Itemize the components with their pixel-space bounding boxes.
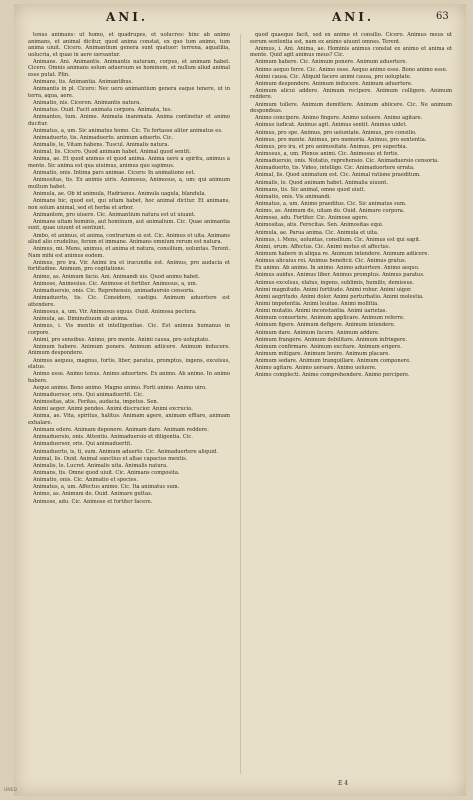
dictionary-entry: Animi aeger. Animi pendeo. Animi discrucior. Animi excrucio. [33, 406, 193, 413]
dictionary-entry: Animo, as. Animum facio. Ani. Animandi uis. Quod animo habet. [33, 273, 200, 280]
dictionary-entry: Animum habere. Cic. Animum ponere. Animum aduertere. [255, 59, 408, 66]
library-watermark: UNED [4, 788, 17, 793]
dictionary-entry: Animatio, onis. Intima pars animae. Cicero: In animatione est. [33, 170, 196, 177]
dictionary-entry: Animum dare. Animum facere. Animum addere. [255, 329, 380, 336]
dictionary-entry: Animum confirmare. Animum excitare. Animum erigere. [255, 343, 402, 350]
dictionary-entry: quod quaeque facit, sed ex animo et consilio. Cicero. Animus meus ut eorum sententia est, nam ex animo uiuunt omnes. Terent. [250, 32, 452, 45]
dictionary-entry: Animus, pro spe. Animus, pro uoluntate. Animus, pro consilio. [255, 129, 417, 136]
dictionary-entry: Animi mutatio. Animi inconstantia. Animi uarietas. [255, 308, 388, 315]
dictionary-entry: Animus auidus. Animus liber. Animus promptus. Animus paratus. [255, 272, 425, 279]
dictionary-entry: Animum sedare. Animum tranquillare. Animum componere. [255, 358, 411, 365]
dictionary-entry: Animus, pro ira. Vir. Animi ira et iracundia est. Animus, pro audacia et fortitudine. Animum, pro cogitatione. [28, 259, 230, 273]
dictionary-entry: Animo concipere. Animo fingere. Animo uoluere. Animo agitare. [255, 115, 423, 122]
dictionary-entry: Animum figere. Animum defigere. Animum intendere. [255, 322, 396, 329]
book-page [14, 4, 466, 796]
dictionary-entry: Animi, orum. Affectus. Cic. Animi motus et affectus. [255, 243, 391, 250]
dictionary-entry: Animans. Ani. Animantis. Animantis naturam, corpus, et animam habet. Cicero. Omnis animans solum aduersum se hominem, et nullum aliud animal esse putat. Plin. [28, 58, 230, 78]
dictionary-entry: Animo, as. Animum do, uitam do. Ouid. Animare corpora. [255, 208, 405, 215]
left-column [28, 32, 230, 777]
dictionary-entry: Animosus, a, um. Plenus animi. Cic. Animosus et fortis. [255, 151, 399, 158]
signature-mark: E 4 [338, 780, 349, 787]
dictionary-entry: Animalis, le. Lucret. Animalis uita. Animalis natura. [33, 462, 168, 469]
dictionary-entry: Animans uitam hominis, aut hominum, aut animalium. Cic. Quae animantia sunt, quae uiuunt et sentiunt. [28, 218, 230, 232]
dictionary-entry: Animo agitare. Animo uersare. Animo uoluere. [255, 365, 377, 372]
dictionary-entry: Animi, pro sensibus. Animo, pro mente. Animi causa, pro uoluptate. [33, 336, 210, 343]
dictionary-entry: Animum conuertere. Animum applicare. Animum referre. [255, 315, 405, 322]
running-header [14, 10, 466, 30]
dictionary-entry: Animatio, onis. Vis animandi. [255, 193, 332, 200]
dictionary-entry: Animantis in pl. Cicero: Nec uero animantium genera eaque tenere, ut in terra, aqua, aere. [28, 86, 230, 99]
dictionary-entry: Animatio, nis. Ciceron. Animantis natura. [33, 99, 141, 106]
dictionary-entry: Animaduersio, onis. Cic. Reprehensio, animaduersio censoria. [33, 287, 195, 294]
dictionary-entry: Animose, Animosius. Cic. Animose et fortiter. Animosus, a, um. [33, 280, 198, 287]
dictionary-entry: Animum mitigare. Animum lenire. Animum placare. [255, 350, 390, 357]
dictionary-entry: Animum tollere. Animum demittere. Animum abiicere. Cic. Ne animum despondeas. [250, 101, 452, 115]
dictionary-entry: Animum habere in aliqua re. Animum intendere. Animum adiicere. [255, 250, 430, 257]
dictionary-entry: Animus, pro ira, et pro animositate. Animus, pro superbia. [255, 143, 408, 150]
dictionary-entry: Animantem, pro uiuere. Cic. Animantium natura est ut uiuant. [33, 211, 196, 218]
dictionary-entry: Animam edere. Animam deponere. Animam dare. Animam reddere. [33, 427, 209, 434]
dictionary-entry: Animus, mi. Mens, animus, et anima et natura, consilium, uoluntas. Terent. Nam mihi est animus eodem. [28, 246, 230, 259]
dictionary-entry: Animula, ae. Diminutiuum ab anima. [33, 315, 129, 322]
dictionary-entry: Animal, lis. Cicero. Quod animam habet. Animal quod sentit. [33, 149, 191, 156]
dictionary-entry: Animo complecti. Animo comprehendere. Animo percipere. [255, 372, 410, 379]
dictionary-entry: Animalis, le. Quod animam habet. Animalia uiuunt. [255, 179, 388, 186]
dictionary-entry: Animaduersio, onis. Notatio, reprehensio. Cic. Animaduersio censoria. [255, 158, 439, 165]
dictionary-entry: Animaduersio, onis. Attentio. Animaduersio et diligentia. Cic. [33, 434, 193, 441]
dictionary-entry: Animaduersor, oris. Qui animaduertit. Cic. [33, 392, 144, 399]
dictionary-entry: Animaduerto, is, ti, sum. Animum aduerto. Cic. Animaduertere aliquid. [33, 448, 218, 455]
dictionary-entry: Animus, i. Mens, uoluntas, consilium. Cic. Animus est qui sapit. [255, 236, 421, 243]
dictionary-entry: Animans, tis. Omne quod uiuit. Cic. Animans composita. [33, 469, 180, 476]
dictionary-entry: Animatus. Ouid. Facit animata corpora. Animata, tus. [33, 106, 173, 113]
right-column [250, 32, 452, 777]
dictionary-entry: Animalis, le, Vitam habens. Tuscul. Animalis natura. [33, 142, 170, 149]
dictionary-entry: Animositas, atis. Feritas, audacia, impetus. Sen. [33, 399, 159, 406]
dictionary-entry: Animosus, a, um. Vir. Animosus equus. Ouid. Animosa pectora. [33, 308, 197, 315]
dictionary-entry: Animula, ae. Parua anima. Cic. Animula et uita. [255, 229, 379, 236]
dictionary-entry: Animo aequo ferre. Cic. Animo esse. Aequo animo esse. Bono animo esse. [255, 66, 448, 73]
dictionary-entry: Animans, tis. Sic animal, omne quod uiuit. [255, 186, 366, 193]
dictionary-entry: Animaduersor, oris. Qui animaduertit. [33, 441, 132, 448]
dictionary-entry: Animose, adu. Fortiter. Cic. Animose agere. [255, 215, 369, 222]
dictionary-entry: tenus animans: ut homo, et quadrupes, et uolucres: hinc ab animo animans, et animal dicitur, quod anima constat, ex quo tum animo, tum anima uiuit. Cicero. Animantium genera sunt quatuor: terrena, aquatilia, uolucria, et quae in aere uersantur. [28, 32, 230, 58]
page-number: 63 [436, 11, 449, 22]
dictionary-entry: Animans, tis. Animantia. Animantibus. [33, 79, 133, 86]
dictionary-entry: Animi magnitudo. Animi fortitudo. Animi robur. Animi uigor. [255, 286, 412, 293]
dictionary-entry: Animus iudicat. Animus agit. Animus sentit. Animus uidet. [255, 122, 408, 129]
dictionary-entry: Animo, as. Animum do. Ouid. Animare guttas. [33, 491, 153, 498]
dictionary-entry: Animantes, tum. Anime. Animata inanimata. Anima continetur et animo ducitur. [28, 114, 230, 127]
dictionary-entry: Aeque animo. Bono animo. Magno animo. Forti animo. Animo uiro. [33, 384, 207, 391]
column-divider [240, 34, 241, 774]
dictionary-entry: Animaduerto, tis. Animaduerto. animum aduerto. Cic. [33, 134, 174, 141]
dictionary-entry: Animositas, atis. Ferocitas. Sen. Animositas equi. [255, 222, 384, 229]
dictionary-entry: Animaduerto, tis. Cic. Considero, castigo. Animum aduertere est attendere. [28, 295, 230, 308]
dictionary-entry: Animaduerto, tis. Video, intelligo. Cic. Animaduertere errata. [255, 165, 415, 172]
dictionary-entry: Anima, ae. Vita, spiritus, halitus. Animam agere, animam efflare, animam exhalare. [28, 413, 230, 426]
dictionary-entry: Animum habere. Animum ponere. Animum adiicere. Animum inducere. Animum despondere. [28, 343, 230, 357]
dictionary-entry: Animus excelsus, elatus, ingens, sublimis, humilis, demissus. [255, 279, 415, 286]
header-title-right: ANI. [332, 10, 375, 24]
dictionary-entry: Animus, i. Ani. Anima, ae. Hominis animus constat ex animo et anima et mente. Quid agit animus meus? Cic. [250, 45, 452, 59]
dictionary-entry: Animans hic, quod est, qui uitam habet, hoc animal dicitur. Et animans, non solum animal, sed et herba et arbor. [28, 198, 230, 211]
dictionary-entry: Animal, lis. Ouid. Animal sanctius et altae capacius mentis. [33, 455, 188, 462]
dictionary-entry: Anima, ae. Et quod animus et quod anima. Anima uero a spiritu, animus a mente. Sic anima est qua uiuimus, animus quo sapimus. [28, 156, 230, 169]
dictionary-entry: Animatus, a, um. Sic animatus homo. Cic. Tu fortasse aliter animatus es. [33, 127, 223, 134]
dictionary-entry: Animi aegritudo. Animi dolor. Animi perturbatio. Animi molestia. [255, 293, 424, 300]
dictionary-entry: Animus, pro mente. Animus, pro memoria. Animus, pro sententia. [255, 136, 427, 143]
header-title-left: ANI. [106, 10, 149, 24]
dictionary-entry: Animal, lis. Quod animatum est. Cic. Animal ratione praeditum. [255, 172, 421, 179]
dictionary-entry: Animus aequus, magnus, fortis, liber, paratus, promptus, ingens, excelsus, elatus. [28, 357, 230, 371]
dictionary-entry: Animi causa. Cic. Aliquid facere animi causa, pro uoluptate. [255, 73, 412, 80]
dictionary-entry: Animula, ae. Ob id animula, Hadrianus. Animula uagula, blandula. [33, 190, 207, 197]
dictionary-entry: Animo esse. Animo tenus. Animo aduertere. Ex animo. Ab animo. In animo habere. [28, 371, 230, 384]
dictionary-entry: Ex animo. Ab animo. In animo. Animo aduertere. Animo aequo. [255, 265, 420, 272]
dictionary-entry: Animus alicuius rei. Animus beneficii. Cic. Animus gratus. [255, 258, 407, 265]
dictionary-entry: Animatus, a, um. Affectus animo. Cic. Ita animatus sum. [33, 484, 180, 491]
dictionary-entry: Animositas, tis. Ex animis uiris. Animosus, Animosus, a, um: qui animum multum habet. [28, 177, 230, 190]
dictionary-entry: Ambo, et animus, et anima, contrarium ei est. Cic. Animus et uita. Animans aliud alio crudelius, ferum et immane. Animans omnium rerum est natura. [28, 232, 230, 246]
dictionary-entry: Animatus, a, um. Animo praeditus. Cic. Sic animatus sum. [255, 201, 407, 207]
dictionary-entry: Animatio, onis. Cic. Animatio et species. [33, 477, 138, 484]
dictionary-entry: Animum despondere. Animum inducere. Animum aduertere. [255, 80, 413, 87]
dictionary-entry: Animi impotentia. Animi leuitas. Animi mollitia. [255, 300, 379, 307]
dictionary-entry: Animus, i. Vis mentis et intelligentiae. Cic. Est animus humanus in corpore. [28, 323, 230, 336]
dictionary-entry: Animose, adu. Cic. Animose et fortiter facere. [33, 498, 153, 505]
dictionary-entry: Animum frangere. Animum debilitare. Animum infringere. [255, 336, 408, 343]
dictionary-entry: Animum alicui addere. Animum recipere. Animum colligere. Animum reddere. [250, 87, 452, 101]
